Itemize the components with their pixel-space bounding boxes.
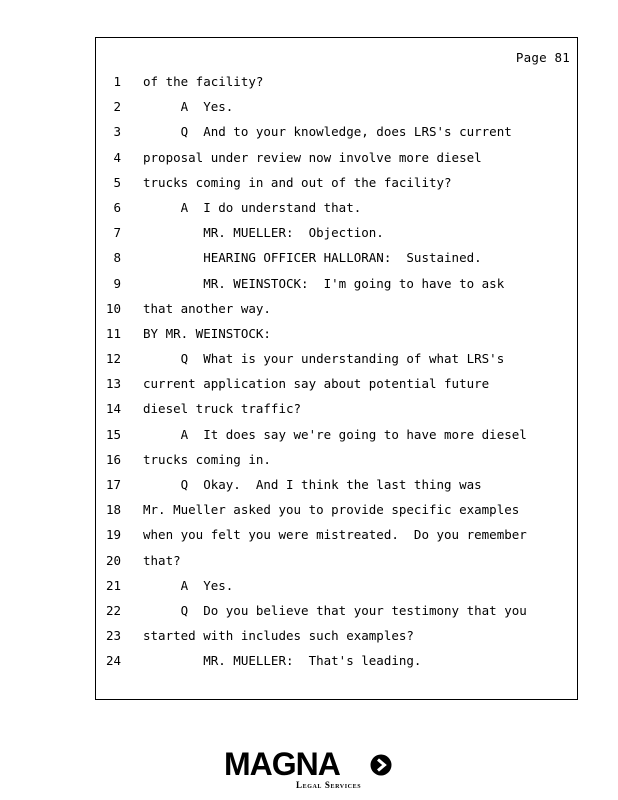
line-number: 5 — [113, 174, 121, 190]
line-text: A Yes. — [143, 577, 234, 593]
transcript-page — [95, 37, 578, 700]
transcript-line — [96, 97, 577, 122]
transcript-line — [96, 148, 577, 173]
line-text: Q What is your understanding of what LRS's — [143, 351, 505, 367]
transcript-line — [96, 223, 577, 248]
line-number: 24 — [105, 653, 121, 669]
line-text: that another way. — [143, 300, 271, 316]
transcript-line — [96, 525, 577, 550]
transcript-line — [96, 399, 577, 424]
transcript-line — [96, 551, 577, 576]
line-number: 8 — [113, 250, 121, 266]
line-number: 12 — [105, 351, 121, 367]
line-text: Mr. Mueller asked you to provide specific examples — [143, 502, 520, 518]
transcript-line — [96, 248, 577, 273]
line-text: that? — [143, 552, 181, 568]
line-text: started with includes such examples? — [143, 628, 414, 644]
transcript-line — [96, 349, 577, 374]
line-number: 6 — [113, 199, 121, 215]
line-text: trucks coming in. — [143, 451, 271, 467]
transcript-line — [96, 601, 577, 626]
line-text: A It does say we're going to have more diesel — [143, 426, 527, 442]
transcript-line — [96, 450, 577, 475]
line-number: 3 — [113, 124, 121, 140]
line-number: 16 — [105, 451, 121, 467]
line-text: MR. MUELLER: Objection. — [143, 225, 384, 241]
line-text: diesel truck traffic? — [143, 401, 302, 417]
transcript-line — [96, 626, 577, 651]
transcript-line — [96, 576, 577, 601]
transcript-line — [96, 374, 577, 399]
magna-logo — [224, 746, 394, 794]
transcript-line — [96, 651, 577, 676]
line-text: when you felt you were mistreated. Do you remember — [143, 527, 527, 543]
page-number: Page 81 — [515, 50, 570, 65]
line-text: MR. MUELLER: That's leading. — [143, 653, 422, 669]
line-number: 7 — [113, 225, 121, 241]
transcript-line — [96, 72, 577, 97]
line-number: 23 — [105, 628, 121, 644]
transcript-line — [96, 425, 577, 450]
line-text: trucks coming in and out of the facility? — [143, 174, 452, 190]
line-number: 19 — [105, 527, 121, 543]
line-number: 2 — [113, 99, 121, 115]
line-text: MR. WEINSTOCK: I'm going to have to ask — [143, 275, 505, 291]
line-text: A Yes. — [143, 99, 234, 115]
line-number: 17 — [105, 477, 121, 492]
line-text: HEARING OFFICER HALLORAN: Sustained. — [143, 250, 482, 266]
transcript-line — [96, 198, 577, 223]
transcript-line — [96, 299, 577, 324]
line-number: 1 — [113, 74, 121, 89]
transcript-lines — [96, 72, 577, 677]
line-number: 15 — [105, 426, 121, 442]
transcript-line — [96, 173, 577, 198]
logo-wordmark: MAGNA — [224, 746, 340, 782]
line-text: Q And to your knowledge, does LRS's current — [143, 124, 512, 140]
line-number: 20 — [105, 552, 121, 568]
line-number: 13 — [105, 376, 121, 392]
transcript-line — [96, 500, 577, 525]
logo-subtitle: Legal Services — [296, 780, 362, 790]
line-text: Q Okay. And I think the last thing was — [143, 477, 482, 492]
line-text: current application say about potential future — [143, 376, 490, 392]
line-number: 11 — [105, 325, 121, 341]
line-text: of the facility? — [143, 74, 264, 89]
line-number: 14 — [105, 401, 121, 417]
transcript-line — [96, 122, 577, 147]
transcript-line — [96, 475, 577, 500]
chevron-right-circle-icon — [370, 754, 392, 776]
line-number: 4 — [113, 149, 121, 165]
line-number: 18 — [105, 502, 121, 518]
line-number: 10 — [105, 300, 121, 316]
line-number: 21 — [105, 577, 121, 593]
line-number: 9 — [113, 275, 121, 291]
transcript-line — [96, 324, 577, 349]
line-text: BY MR. WEINSTOCK: — [143, 325, 271, 341]
line-text: A I do understand that. — [143, 199, 362, 215]
transcript-line — [96, 274, 577, 299]
line-number: 22 — [105, 602, 121, 618]
line-text: Q Do you believe that your testimony that you — [143, 602, 527, 618]
line-text: proposal under review now involve more diesel — [143, 149, 482, 165]
